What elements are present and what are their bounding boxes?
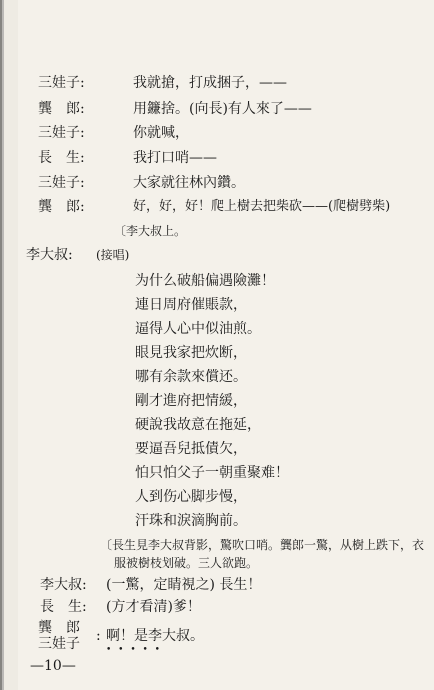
poem-line: 眼見我家把炊断， [135, 345, 247, 361]
final-line: 啊！是李大叔。 [106, 628, 204, 644]
line-text: 大家就往林內鑽。 [133, 175, 245, 191]
emphasis-dots: • • • • • [106, 645, 162, 655]
speaker: 李大叔: [40, 577, 87, 593]
speaker: 李大叔: [26, 247, 73, 263]
poem-line: 哪有余款來償还。 [135, 369, 247, 385]
stage-direction: 〔李大叔上。 [114, 224, 187, 238]
page-number: —10— [30, 658, 76, 674]
line-cue: (接唱) [96, 248, 130, 262]
speaker: 長 生: [40, 599, 87, 615]
poem-line: 要逼吾兒抵債欠， [135, 441, 247, 457]
line-text: 我就搶，打成捆子，—— [133, 75, 287, 91]
speaker: 三娃子: [38, 125, 85, 141]
line-text: (方才看清)爹！ [106, 599, 201, 615]
stage-direction: 〔長生見李大叔背影，驚吹口哨。龔郎一驚，从樹上跌下，衣 [100, 538, 425, 552]
speaker: 三娃子 [38, 636, 80, 652]
speaker: 龔 郎: [38, 199, 85, 215]
speaker: 龔 郎: [38, 101, 85, 117]
poem-line: 連日周府催賬款， [135, 297, 247, 313]
stage-direction: 服被樹枝划破。三人欲跑。 [114, 556, 259, 570]
speaker: 三娃子: [38, 75, 85, 91]
poem-line: 为什么破船偏遇險灘！ [135, 273, 275, 289]
poem-line: 硬說我故意在拖延， [135, 417, 261, 433]
speaker: 長 生: [38, 150, 85, 166]
poem-line: 逼得人心中似油煎。 [135, 321, 261, 337]
line-text: 好，好，好！爬上樹去把柴砍——(爬樹劈柴) [133, 199, 391, 214]
speaker: 三娃子: [38, 175, 85, 191]
speaker-colon: : [96, 628, 101, 644]
poem-line: 怕只怕父子一朝重聚难！ [135, 465, 289, 481]
speaker: 龔 郎 [38, 620, 80, 636]
poem-line: 汗珠和淚滴胸前。 [135, 513, 247, 529]
line-text: (一驚，定睛視之) 長生！ [106, 577, 262, 593]
poem-line: 人到伤心脚步慢， [135, 489, 247, 505]
line-text: 用鐮捨。(向長)有人來了—— [133, 101, 312, 117]
poem-line: 剛才進府把情緩， [135, 393, 247, 409]
stacked-speakers [38, 620, 80, 652]
line-text: 你就喊， [133, 125, 189, 141]
binding-gutter [0, 0, 18, 690]
line-text: 我打口哨—— [133, 150, 217, 166]
